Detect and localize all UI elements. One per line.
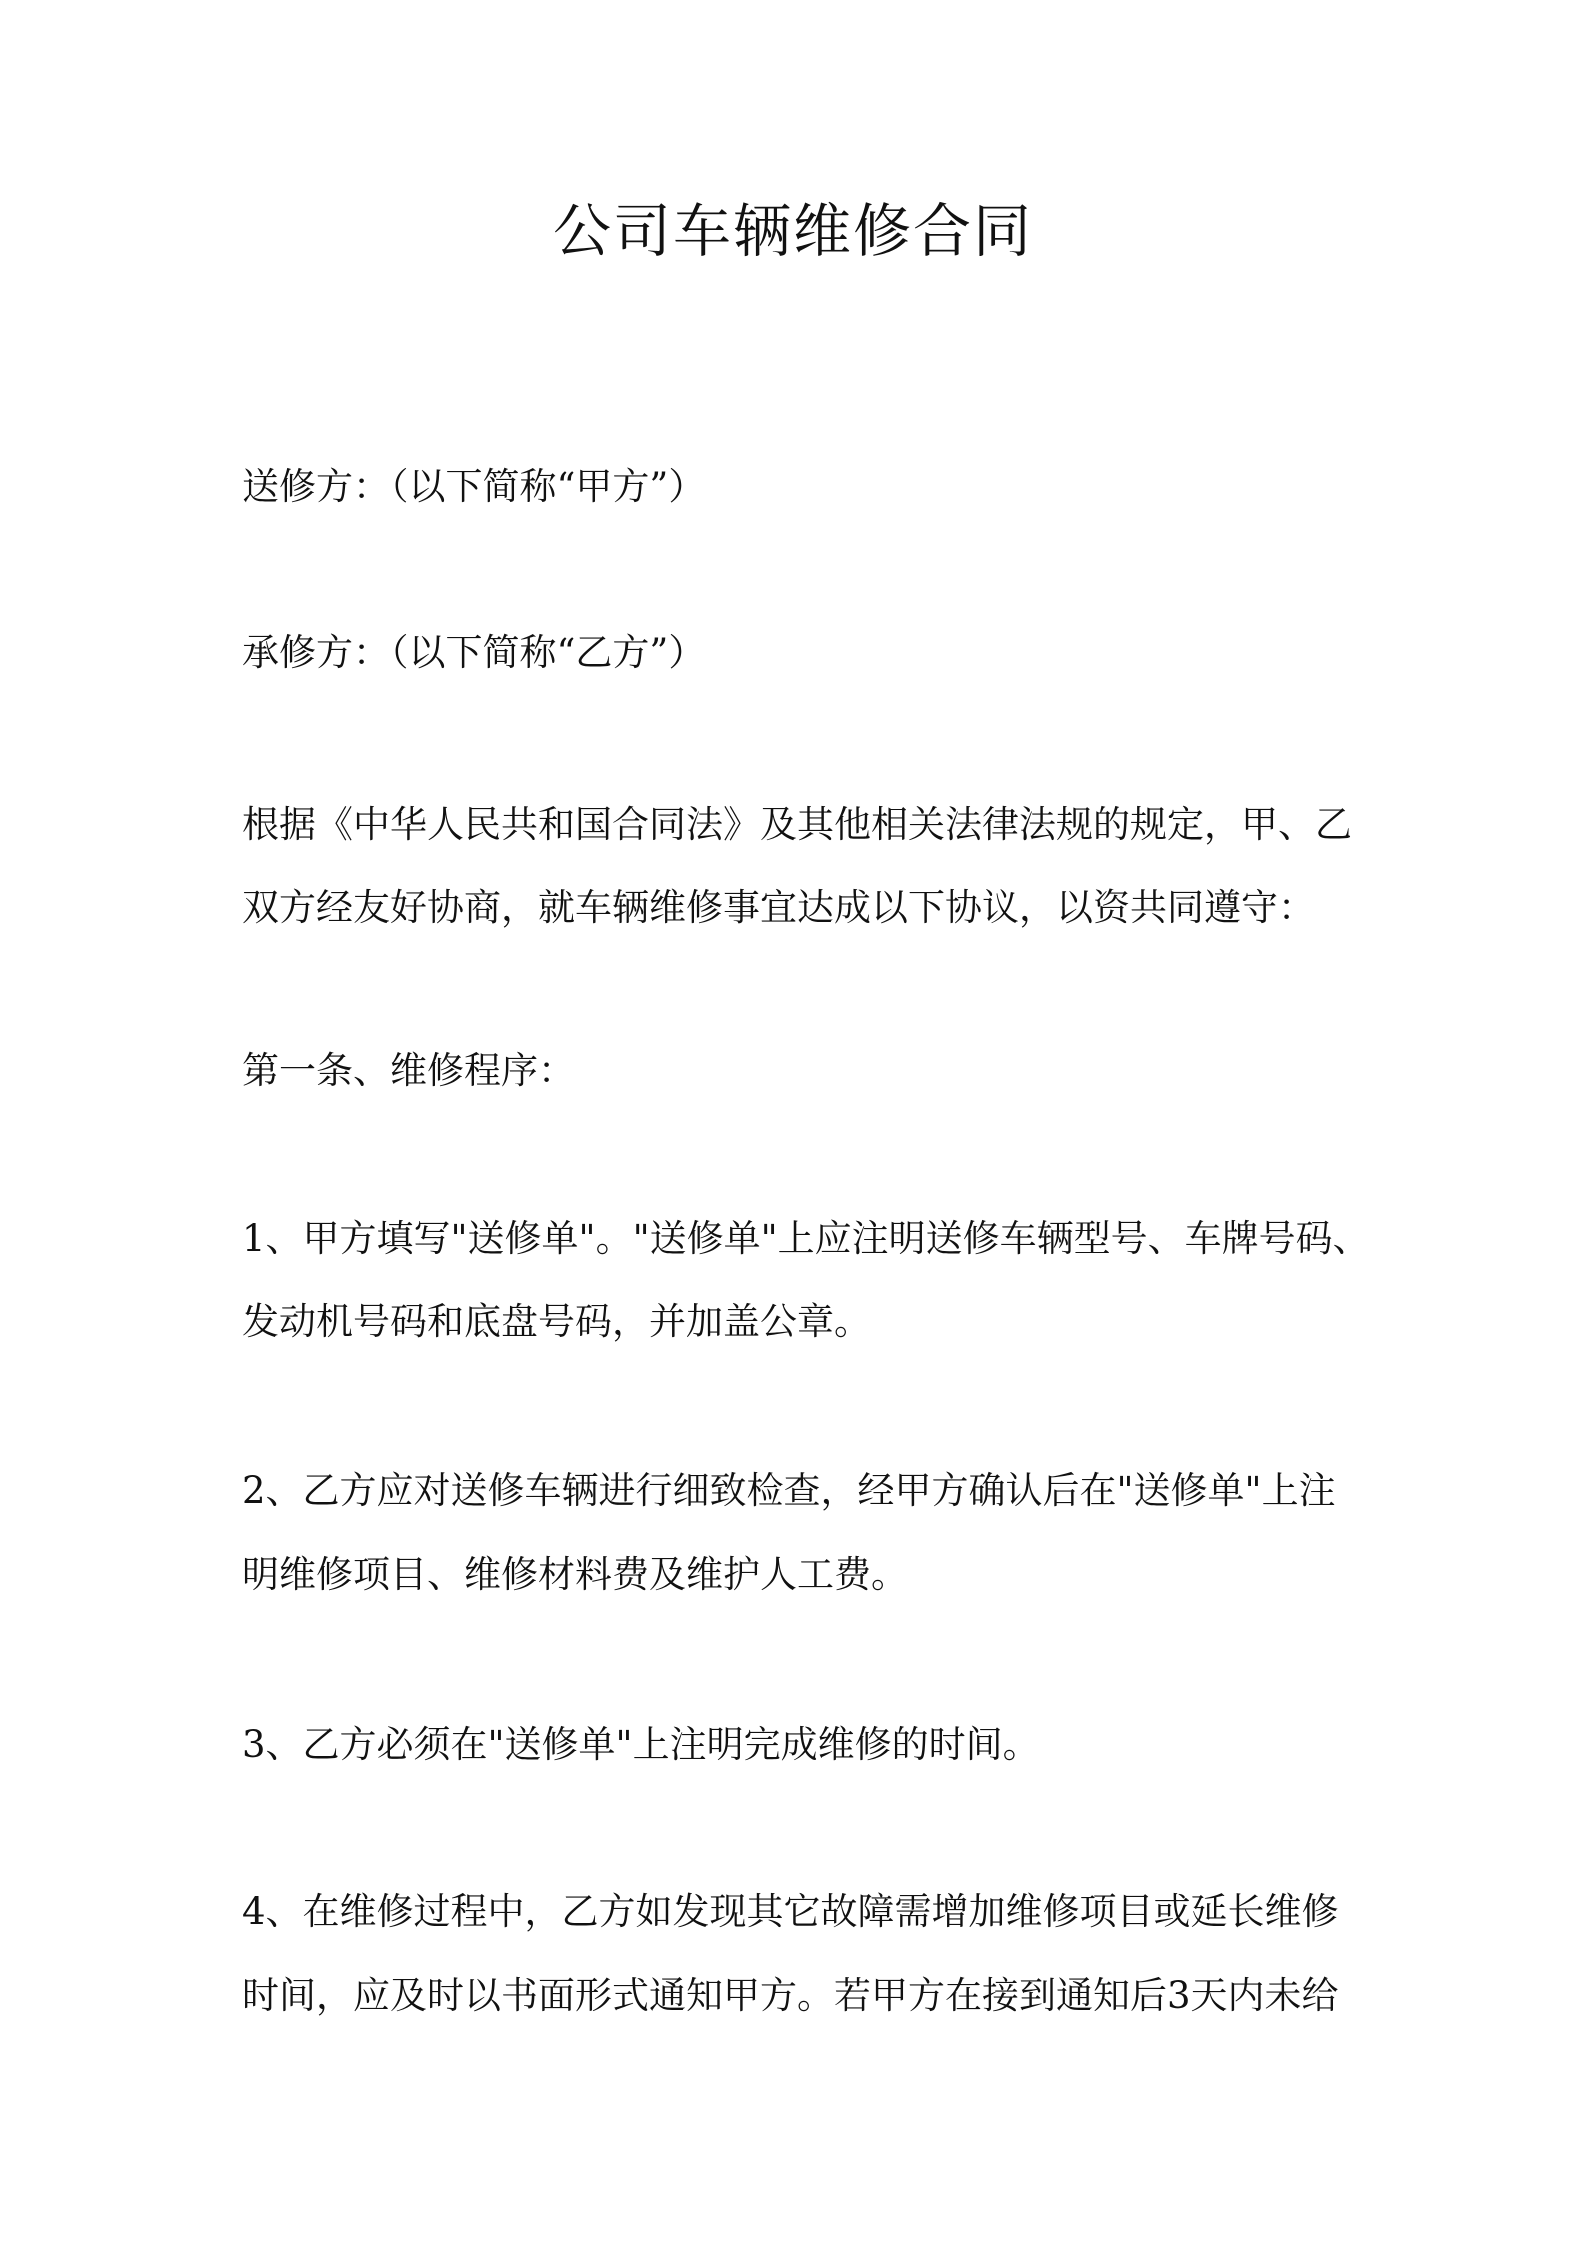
clause-3-line-1: 3、乙方必须在"送修单"上注明完成维修的时间。 — [242, 1723, 1040, 1766]
preamble-line-1: 根据《中华人民共和国合同法》及其他相关法律法规的规定，甲、乙 — [242, 803, 1352, 846]
document-title: 公司车辆维修合同 — [552, 197, 1033, 265]
article-1-heading: 第一条、维修程序： — [242, 1049, 575, 1092]
clause-4-line-2: 时间，应及时以书面形式通知甲方。若甲方在接到通知后3天内未给 — [242, 1974, 1339, 2017]
clause-2-line-1: 2、乙方应对送修车辆进行细致检查，经甲方确认后在"送修单"上注 — [242, 1469, 1336, 1512]
party-a-line: 送修方：（以下简称“甲方”） — [242, 465, 706, 508]
clause-4-line-1: 4、在维修过程中，乙方如发现其它故障需增加维修项目或延长维修 — [242, 1890, 1339, 1933]
clause-1-line-1: 1、甲方填写"送修单"。"送修单"上应注明送修车辆型号、车牌号码、 — [242, 1217, 1370, 1260]
clause-2-line-2: 明维修项目、维修材料费及维护人工费。 — [242, 1553, 908, 1596]
clause-1-line-2: 发动机号码和底盘号码，并加盖公章。 — [242, 1300, 871, 1343]
preamble-line-2: 双方经友好协商，就车辆维修事宜达成以下协议，以资共同遵守： — [242, 886, 1315, 929]
party-b-line: 承修方：（以下简称“乙方”） — [242, 631, 706, 674]
